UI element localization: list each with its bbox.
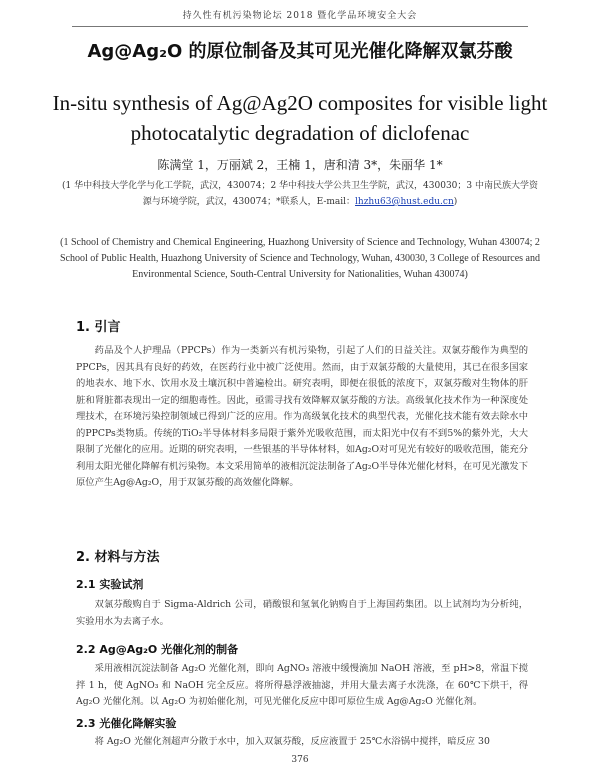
preparation-paragraph: 采用液相沉淀法制备 Ag₂O 光催化剂，即向 AgNO₃ 溶液中缓慢滴加 NaOH 溶液，至 pH>8，常温下搅拌 1 h，使 AgNO₃ 和 NaOH 完全反应。将所得悬浮液抽滤，并用大量去离子水洗涤，在 60℃下烘干，得 Ag₂O 光催化剂。以 Ag₂O 为初始催化剂，可见光催化反应中即可原位生成 Ag@Ag₂O 光催化剂。 <box>76 663 528 707</box>
affiliations-chinese-text: (1 华中科技大学化学与化工学院，武汉，430074；2 华中科技大学公共卫生学院，武汉，430030；3 中南民族大学资源与环境学院，武汉，430074；*联系人，E-mail： <box>62 181 538 207</box>
subsection-heading-reagents: 2.1 实验试剂 <box>76 578 144 591</box>
section-heading-methods: 2. 材料与方法 <box>76 550 160 565</box>
subsection-heading-preparation: 2.2 Ag@Ag₂O 光催化剂的制备 <box>76 643 239 656</box>
author-list: 陈满堂 1，万丽斌 2，王楠 1，唐和清 3*，朱丽华 1* <box>157 158 443 172</box>
affiliations-close-paren: ) <box>453 197 458 207</box>
contact-email-link[interactable]: lhzhu63@hust.edu.cn <box>355 197 454 207</box>
reagents-paragraph: 双氯芬酸购自于 Sigma-Aldrich 公司，硝酸银和氢氧化钠购自于上海国药集团。以上试剂均为分析纯，实验用水为去离子水。 <box>76 599 528 627</box>
affiliations-chinese <box>60 178 540 210</box>
page-number: 376 <box>291 755 309 765</box>
header-divider <box>72 26 528 27</box>
title-chinese: Ag@Ag₂O 的原位制备及其可见光催化降解双氯芬酸 <box>87 41 513 62</box>
subsection-heading-degradation: 2.3 光催化降解实验 <box>76 717 177 730</box>
section-heading-introduction: 1. 引言 <box>76 320 121 335</box>
affiliations-english: (1 School of Chemistry and Chemical Engineering, Huazhong University of Science and Technology, Wuhan 430074; 2 School of Public Health, Huazhong University of Science and Technology, Wuhan, 430030, 3 College of Resources and Environmental Science, South-Central University for Nationalities, Wuhan 430074) <box>60 237 540 280</box>
running-header: 持久性有机污染物论坛 2018 暨化学品环境安全大会 <box>182 11 418 21</box>
degradation-paragraph: 将 Ag₂O 光催化剂超声分散于水中，加入双氯芬酸，反应液置于 25℃水浴锅中搅拌，暗反应 30 <box>94 736 490 747</box>
title-english: In-situ synthesis of Ag@Ag2O composites for visible light photocatalytic degradation of diclofenac <box>52 91 548 145</box>
introduction-paragraph: 药品及个人护理品（PPCPs）作为一类新兴有机污染物，引起了人们的日益关注。双氯芬酸作为典型的PPCPs，因其具有良好的药效，在医药行业中被广泛使用。然而，由于双氯芬酸的大量使用，其已在很多国家的地表水、地下水、饮用水及土壤沉积中普遍检出。研究表明，即便在很低的浓度下，双氯芬酸对生物体的肝脏和肾脏都表现出一定的细胞毒性。因此，亟需寻找有效降解双氯芬酸的方法。高级氧化技术作为一种深度处理技术，在环境污染控制领域已得到广泛的应用。作为高级氧化技术的典型代表，光催化技术能有效去除水中的PPCPs类物质。传统的TiO₂半导体材料多局限于紫外光吸收范围，而太阳光中仅有不到5%的紫外光，大大限制了光催化的应用。近期的研究表明，一些银基的半导体材料，如Ag₂O对可见光有较好的吸收范围，能充分利用太阳光催化降解有机污染物。本文采用简单的液相沉淀法制备了Ag₂O半导体光催化材料，在可见光激发下原位产生Ag@Ag₂O，用于双氯芬酸的高效催化降解。 <box>76 345 528 488</box>
